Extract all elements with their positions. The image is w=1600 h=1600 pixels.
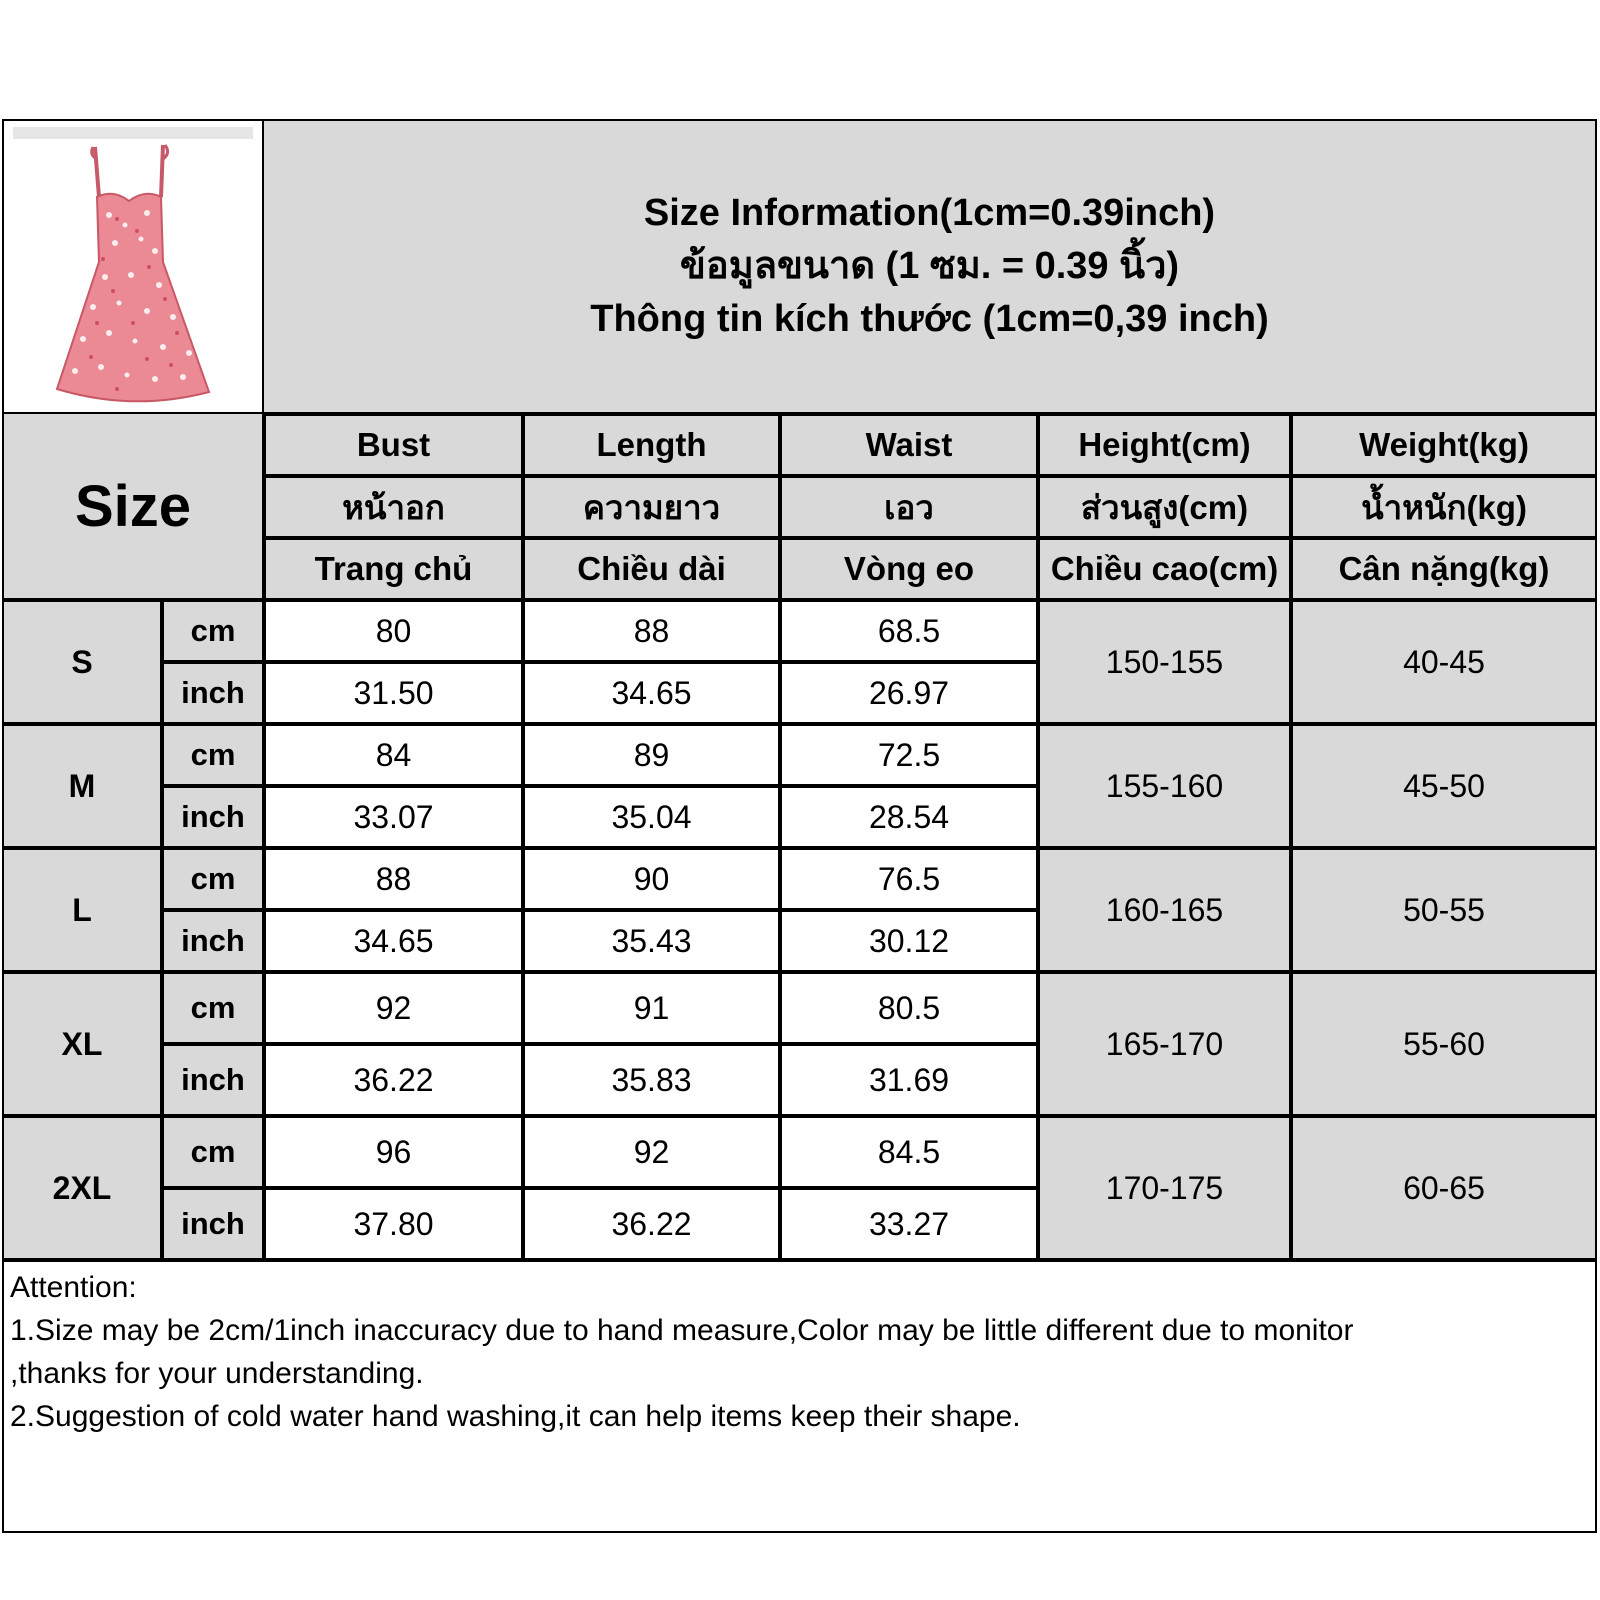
height-range: 165-170: [1038, 972, 1291, 1116]
measurement-inch: 35.83: [523, 1044, 780, 1116]
attention-line-3: 2.Suggestion of cold water hand washing,it can help items keep their shape.: [10, 1400, 1021, 1433]
column-header-en: Weight(kg): [1291, 414, 1597, 476]
attention-heading: Attention:: [10, 1271, 137, 1304]
measurement-inch: 26.97: [780, 662, 1038, 724]
size-information-title: [590, 187, 1268, 346]
measurement-cm: 76.5: [780, 848, 1038, 910]
measurement-inch: 34.65: [264, 910, 523, 972]
measurement-cm: 96: [264, 1116, 523, 1188]
measurement-cm: 90: [523, 848, 780, 910]
size-label: M: [2, 724, 162, 848]
attention-note: [2, 1260, 1597, 1533]
measurement-inch: 30.12: [780, 910, 1038, 972]
height-range: 155-160: [1038, 724, 1291, 848]
dress-image: [13, 127, 253, 407]
column-header-vi: Cân nặng(kg): [1291, 538, 1597, 600]
weight-range: 55-60: [1291, 972, 1597, 1116]
height-range: 150-155: [1038, 600, 1291, 724]
measurement-cm: 84: [264, 724, 523, 786]
measurement-inch: 36.22: [264, 1044, 523, 1116]
measurement-cm: 91: [523, 972, 780, 1044]
measurement-cm: 80.5: [780, 972, 1038, 1044]
unit-cm-label: cm: [162, 972, 264, 1044]
unit-cm-label: cm: [162, 1116, 264, 1188]
unit-cm-label: cm: [162, 724, 264, 786]
column-header-en: Bust: [264, 414, 523, 476]
weight-range: 45-50: [1291, 724, 1597, 848]
unit-inch-label: inch: [162, 786, 264, 848]
size-label: L: [2, 848, 162, 972]
weight-range: 60-65: [1291, 1116, 1597, 1260]
column-header-vi: Trang chủ: [264, 538, 523, 600]
column-header-en: Waist: [780, 414, 1038, 476]
column-header-en: Length: [523, 414, 780, 476]
measurement-cm: 72.5: [780, 724, 1038, 786]
measurement-inch: 33.27: [780, 1188, 1038, 1260]
measurement-inch: 33.07: [264, 786, 523, 848]
measurement-cm: 80: [264, 600, 523, 662]
measurement-inch: 35.04: [523, 786, 780, 848]
unit-inch-label: inch: [162, 1188, 264, 1260]
measurement-inch: 34.65: [523, 662, 780, 724]
column-header-th: เอว: [780, 476, 1038, 538]
measurement-cm: 92: [523, 1116, 780, 1188]
column-header-th: หน้าอก: [264, 476, 523, 538]
title-line-en: Size Information(1cm=0.39inch): [643, 192, 1216, 234]
height-range: 160-165: [1038, 848, 1291, 972]
measurement-cm: 89: [523, 724, 780, 786]
height-range: 170-175: [1038, 1116, 1291, 1260]
size-label: XL: [2, 972, 162, 1116]
measurement-cm: 68.5: [780, 600, 1038, 662]
column-header-vi: Chiều cao(cm): [1038, 538, 1291, 600]
measurement-inch: 36.22: [523, 1188, 780, 1260]
column-header-vi: Vòng eo: [780, 538, 1038, 600]
product-photo-cell: [2, 119, 264, 414]
unit-cm-label: cm: [162, 848, 264, 910]
weight-range: 40-45: [1291, 600, 1597, 724]
attention-line-1: 1.Size may be 2cm/1inch inaccuracy due to hand measure,Color may be little different due to monitor: [10, 1314, 1354, 1347]
weight-range: 50-55: [1291, 848, 1597, 972]
measurement-inch: 31.69: [780, 1044, 1038, 1116]
title-cell: [264, 119, 1597, 414]
measurement-inch: 28.54: [780, 786, 1038, 848]
size-label: 2XL: [2, 1116, 162, 1260]
title-line-th: ข้อมูลขนาด (1 ซม. = 0.39 นิ้ว): [679, 245, 1180, 287]
measurement-inch: 31.50: [264, 662, 523, 724]
column-header-en: Height(cm): [1038, 414, 1291, 476]
column-header-vi: Chiều dài: [523, 538, 780, 600]
measurement-cm: 88: [264, 848, 523, 910]
unit-inch-label: inch: [162, 910, 264, 972]
size-label: S: [2, 600, 162, 724]
column-header-th: ความยาว: [523, 476, 780, 538]
title-line-vi: Thông tin kích thước (1cm=0,39 inch): [590, 298, 1269, 340]
measurement-cm: 92: [264, 972, 523, 1044]
column-header-th: น้ำหนัก(kg): [1291, 476, 1597, 538]
measurement-cm: 88: [523, 600, 780, 662]
column-header-th: ส่วนสูง(cm): [1038, 476, 1291, 538]
measurement-inch: 37.80: [264, 1188, 523, 1260]
measurement-cm: 84.5: [780, 1116, 1038, 1188]
unit-inch-label: inch: [162, 1044, 264, 1116]
unit-inch-label: inch: [162, 662, 264, 724]
measurement-inch: 35.43: [523, 910, 780, 972]
unit-cm-label: cm: [162, 600, 264, 662]
size-header: Size: [2, 414, 264, 600]
attention-line-2: ,thanks for your understanding.: [10, 1357, 424, 1390]
size-chart: [2, 119, 1597, 1533]
